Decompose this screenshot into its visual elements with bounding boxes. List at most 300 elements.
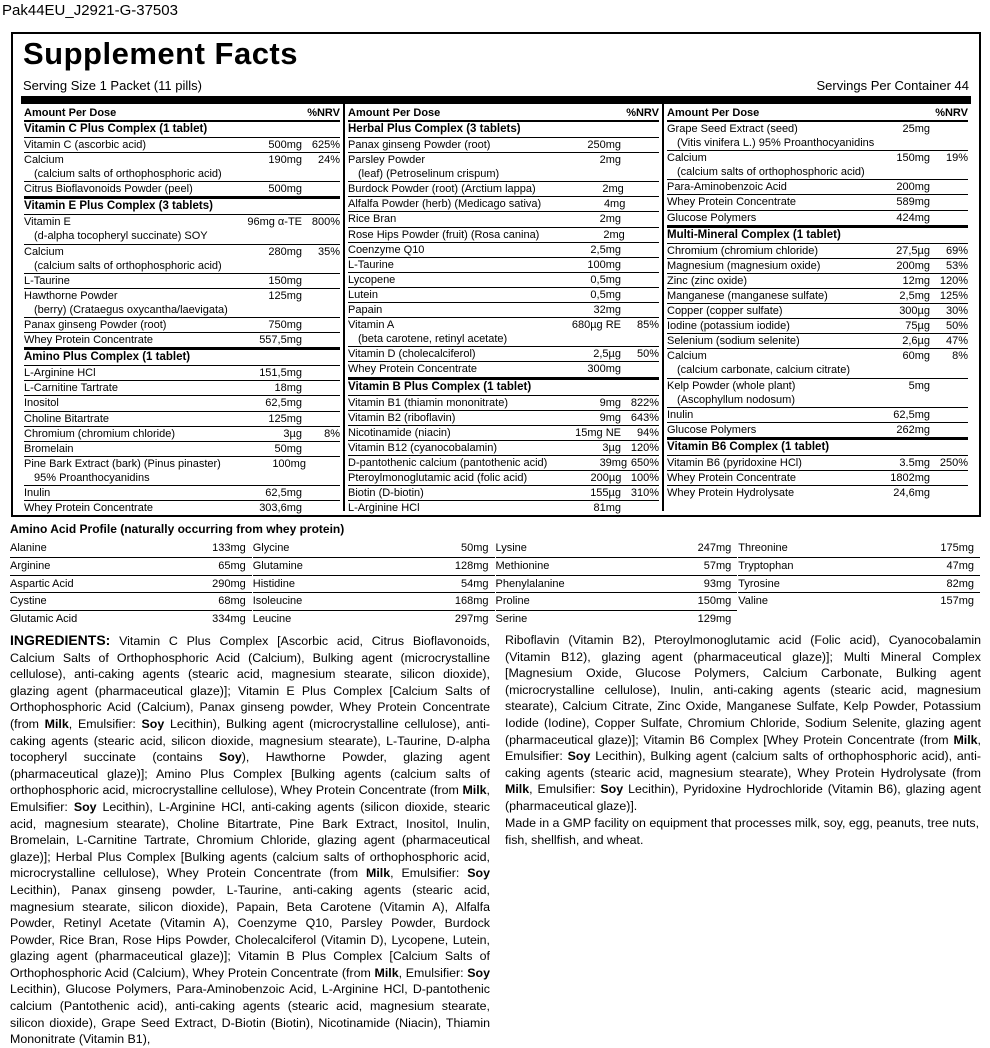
amino-row	[253, 592, 495, 610]
complex-title: Vitamin B6 Complex (1 tablet)	[667, 437, 968, 455]
nutrient-row	[24, 152, 340, 167]
nutrient-name: Nicotinamide (niacin)	[348, 426, 451, 439]
nutrient-row	[348, 287, 659, 302]
complex-title: Vitamin B Plus Complex (1 tablet)	[348, 377, 659, 395]
complex-title: Multi-Mineral Complex (1 tablet)	[667, 225, 968, 243]
complex-title: Vitamin E Plus Complex (3 tablets)	[24, 196, 340, 214]
ingredients-text-left: Vitamin C Plus Complex [Ascorbic acid, Citrus Bioflavonoids, Calcium Salts of Orthophosphoric Acid (Calcium), Bulking agent (microcrystalline cellulose), anti-caking agents (stearic acid, magnesium stearate, silicon dioxide), glazing agent (pharmaceutical glaze)]; Vitamin E Plus Complex [Calcium Salts of Orthophosphoric Acid (Calcium), Panax ginseng powder, Whey Protein Concentrate (from Milk, Emulsifier: Soy Lecithin), Bulking agent (microcrystalline cellulose), anti-caking agents (stearic acid, silicon dioxide, magnesium stearate), L-Taurine, D-alpha tocopheryl succinate (contains Soy), Hawthorne Powder, glazing agent (pharmaceutical glaze)]; Amino Plus Complex [Bulking agents (calcium salts of orthophosphoric acid, microcrystalline cellulose), Whey Protein Concentrate (from Milk, Emulsifier: Soy Lecithin), L-Arginine HCl, anti-caking agents (silicon dioxide, stearic acid, magnesium stearate), Choline Bitartrate, Pine Bark Extract, Inositol, Inulin, Bromelain, L-Carnitine Tartrate, Chromium Chloride, glazing agent (pharmaceutical glaze)]; Herbal Plus Complex [Bulking agents (calcium salts of orthophosphoric acid, microcrystalline cellulose), Whey Protein Concentrate (from Milk, Emulsifier: Soy Lecithin), Panax ginseng powder, L-Taurine, anti-caking agents (stearic acid, magnesium stearate, silicon dioxide), Papain, Beta Carotene (Vitamin A), Alfalfa Powder, Retinyl Acetate (Vitamin A), Coenzyme Q10, Parsley Powder, Burdock Powder, Rice Bran, Rose Hips Powder, Cholecalciferol (Vitamin D), Lycopene, Lutein, glazing agent (pharmaceutical glaze)]; Vitamin B Plus Complex [Calcium Salts of Orthophosphoric Acid (Calcium), Whey Protein Concentrate (from Milk, Emulsifier: Soy Lecithin), Glucose Polymers, Para-Aminobenzoic Acid, L-Arginine HCl, D-pantothenic calcium (Pantothenic acid), anti-caking agents (stearic acid, magnesium stearate, silicon dioxide), Grape Seed Extract, D-Biotin (Biotin), Nicotinamide (Niacin), Thiamin Mononitrate (Vitamin B1),	[10, 634, 490, 1047]
amino-row	[496, 575, 738, 593]
complex-title: Amino Plus Complex (1 tablet)	[24, 347, 340, 365]
nutrient-name: Vitamin D (cholecalciferol)	[348, 348, 476, 361]
nutrient-row	[667, 179, 968, 194]
nutrient-name: (calcium salts of orthophosphoric acid)	[34, 259, 222, 272]
nutrient-name: Selenium (sodium selenite)	[667, 335, 800, 348]
nutrient-amount: 0,5mg	[590, 288, 621, 301]
nutrient-row	[348, 196, 659, 211]
nutrient-amount: 2,5mg	[590, 243, 621, 256]
nutrient-nrv	[302, 501, 340, 515]
nutrient-row	[24, 288, 340, 303]
amino-name: Arginine	[10, 559, 51, 572]
amino-row	[738, 557, 980, 575]
nutrient-name: Pine Bark Extract (bark) (Pinus pinaster)	[24, 457, 221, 470]
nutrient-name: Coenzyme Q10	[348, 243, 425, 256]
facts-column-3	[662, 104, 971, 511]
nutrient-nrv	[621, 243, 659, 257]
nutrient-nrv: 94%	[636, 426, 659, 439]
allergen-word: Milk	[505, 782, 530, 797]
nutrient-nrv	[625, 197, 659, 211]
nutrient-name: Vitamin B6 (pyridoxine HCl)	[667, 456, 802, 469]
nutrient-nrv	[302, 182, 340, 196]
nutrient-name: Whey Protein Concentrate	[667, 196, 797, 209]
allergen-word: Milk	[374, 965, 399, 980]
nutrient-row	[667, 318, 968, 333]
nutrient-amount: 200mg	[896, 259, 930, 272]
nutrient-amount: 300mg	[587, 363, 621, 376]
nutrient-amount: 200µg	[590, 471, 622, 484]
amino-row	[496, 540, 738, 557]
nutrient-amount: 9mg	[599, 411, 621, 424]
nutrient-amount: 3µg	[602, 441, 621, 454]
nutrient-nrv	[302, 486, 340, 500]
nutrient-name: Burdock Powder (root) (Arctium lappa)	[348, 183, 536, 196]
nutrient-row	[348, 272, 659, 287]
amino-row	[738, 592, 980, 610]
nutrient-name: Panax ginseng Powder (root)	[348, 139, 491, 151]
nutrient-row	[667, 303, 968, 318]
nutrient-name: Calcium	[24, 245, 64, 258]
nutrient-nrv	[930, 408, 968, 422]
nutrient-amount: 15mg NE	[575, 426, 621, 439]
nutrient-nrv: 69%	[945, 244, 968, 257]
amino-name: Isoleucine	[252, 595, 303, 608]
nutrient-row	[667, 348, 968, 363]
nutrient-nrv	[930, 486, 968, 500]
nutrient-nrv: 85%	[636, 319, 659, 332]
allergen-word: Soy	[600, 782, 624, 797]
nutrient-name: Bromelain	[24, 442, 74, 455]
nutrient-row	[348, 257, 659, 272]
nutrient-name: Vitamin C (ascorbic acid)	[24, 139, 147, 151]
nutrient-row	[24, 485, 340, 500]
nutrient-amount: 262mg	[896, 423, 930, 436]
nutrient-nrv: 47%	[945, 335, 968, 348]
nutrient-nrv	[930, 211, 968, 225]
nutrient-nrv	[302, 396, 340, 410]
nutrient-row	[667, 150, 968, 165]
nutrient-name: L-Arginine HCl	[348, 502, 420, 515]
amino-value: 334mg	[212, 613, 246, 626]
allergen-word: Milk	[44, 716, 69, 731]
nutrient-row	[667, 210, 968, 225]
nutrient-row	[24, 332, 340, 347]
nutrient-name: Rice Bran	[348, 213, 397, 226]
nutrient-name: Zinc (zinc oxide)	[667, 274, 748, 287]
nutrient-nrv	[302, 289, 340, 303]
amino-name: Glycine	[252, 542, 290, 554]
amino-column	[496, 540, 738, 628]
amount-per-dose-label: Amount Per Dose	[348, 107, 441, 119]
nutrient-nrv	[930, 195, 968, 209]
nutrient-row	[348, 361, 659, 376]
amino-name: Histidine	[252, 577, 295, 590]
nutrient-amount: 3.5mg	[899, 456, 930, 469]
amino-profile-title: Amino Acid Profile (naturally occurring from whey protein)	[10, 522, 345, 536]
nutrient-nrv: 100%	[630, 471, 659, 484]
nutrient-amount: 25mg	[902, 123, 930, 135]
amino-column	[738, 540, 980, 628]
amino-value: 247mg	[697, 542, 732, 554]
nutrient-amount: 200mg	[896, 181, 930, 194]
nutrient-name: L-Taurine	[348, 258, 394, 271]
nutrient-amount: 2mg	[599, 154, 621, 167]
nutrient-detail	[348, 167, 659, 181]
nutrient-amount: 300µg	[899, 305, 930, 318]
nutrient-row	[24, 380, 340, 395]
nutrient-detail	[24, 303, 340, 317]
amino-name: Valine	[738, 595, 769, 608]
nutrient-detail	[667, 136, 968, 150]
allergen-word: Milk	[462, 783, 487, 798]
nutrient-name: Choline Bitartrate	[24, 412, 109, 425]
nutrient-name: (beta carotene, retinyl acetate)	[358, 333, 508, 346]
nutrient-name: Citrus Bioflavonoids Powder (peel)	[24, 183, 193, 196]
amino-value: 50mg	[460, 542, 489, 554]
nutrient-nrv: 53%	[945, 259, 968, 272]
nutrient-row	[667, 194, 968, 209]
nutrient-nrv	[621, 212, 659, 226]
nutrient-nrv	[621, 288, 659, 302]
nutrient-nrv	[930, 471, 968, 485]
facts-title: Supplement Facts	[23, 36, 298, 71]
nutrient-name: Inulin	[667, 408, 694, 421]
amino-profile-grid	[10, 540, 981, 628]
thick-divider	[21, 96, 971, 104]
amino-value: 93mg	[703, 577, 732, 590]
nutrient-nrv	[302, 381, 340, 395]
nutrient-amount: 32mg	[593, 304, 621, 317]
nutrient-row	[667, 122, 968, 136]
amino-value: 54mg	[460, 577, 489, 590]
nutrient-name: Papain	[348, 304, 383, 317]
nutrient-row	[348, 302, 659, 317]
nutrient-name: Lutein	[348, 288, 378, 301]
product-code: Pak44EU_J2921-G-37503	[2, 2, 178, 19]
amino-value: 57mg	[703, 559, 732, 572]
facts-column-2	[343, 104, 662, 515]
amino-value: 157mg	[940, 595, 974, 608]
nutrient-nrv: 19%	[945, 152, 968, 165]
amino-value: 47mg	[946, 559, 974, 572]
nutrient-row	[348, 440, 659, 455]
nutrient-nrv: 625%	[311, 139, 340, 151]
nutrient-name: Rose Hips Powder (fruit) (Rosa canina)	[348, 228, 540, 241]
supplement-facts-panel	[11, 32, 981, 517]
nutrient-row	[667, 407, 968, 422]
nutrient-nrv	[930, 122, 968, 136]
nutrient-amount: 125mg	[268, 412, 302, 425]
nutrient-name: Vitamin E	[24, 216, 71, 229]
nutrient-row	[667, 243, 968, 258]
nutrient-amount: 125mg	[268, 289, 302, 302]
nutrient-nrv: 822%	[630, 396, 659, 409]
amino-value: 68mg	[218, 595, 246, 608]
nutrient-detail	[24, 471, 340, 485]
allergen-word: Milk	[366, 866, 391, 881]
nutrient-nrv	[306, 457, 340, 471]
nutrient-nrv: 50%	[636, 348, 659, 361]
amino-row	[10, 557, 252, 575]
nutrient-name: Para-Aminobenzoic Acid	[667, 181, 787, 194]
nutrient-nrv: 643%	[630, 411, 659, 424]
serving-size: Serving Size 1 Packet (11 pills)	[23, 78, 202, 93]
nutrient-amount: 1802mg	[890, 471, 930, 484]
nutrient-name: Iodine (potassium iodide)	[667, 320, 790, 333]
nutrient-detail	[667, 165, 968, 179]
nutrient-amount: 100mg	[587, 258, 621, 271]
nrv-label: %NRV	[626, 107, 659, 119]
nutrient-amount: 12mg	[902, 274, 930, 287]
amino-column	[253, 540, 495, 628]
nutrient-name: Vitamin B12 (cyanocobalamin)	[348, 441, 497, 454]
nutrient-name: Calcium	[667, 350, 707, 363]
nutrient-amount: 150mg	[896, 152, 930, 165]
nutrient-name: Kelp Powder (whole plant)	[667, 379, 796, 392]
nutrient-nrv	[621, 303, 659, 317]
nutrient-amount: 81mg	[593, 502, 621, 515]
nutrient-name: Whey Protein Concentrate	[667, 471, 797, 484]
nutrient-amount: 250mg	[587, 139, 621, 151]
nutrient-nrv	[302, 318, 340, 332]
allergen-word: Soy	[219, 750, 242, 765]
nutrient-nrv	[621, 258, 659, 272]
nutrient-nrv: 310%	[630, 487, 659, 500]
nutrient-row	[667, 333, 968, 348]
nutrient-nrv	[302, 333, 340, 347]
servings-per-container: Servings Per Container 44	[816, 78, 969, 93]
nutrient-amount: 500mg	[268, 183, 302, 196]
nutrient-nrv: 120%	[939, 274, 968, 287]
nutrient-row	[24, 181, 340, 196]
nutrient-amount: 500mg	[268, 139, 302, 151]
amino-name: Aspartic Acid	[10, 577, 74, 590]
nutrient-row	[348, 152, 659, 167]
ingredients-right	[505, 632, 981, 812]
nutrient-row	[24, 441, 340, 456]
nutrient-row	[24, 500, 340, 515]
nutrient-detail	[24, 229, 340, 243]
nutrient-row	[348, 485, 659, 500]
nutrient-nrv	[302, 442, 340, 456]
nutrient-nrv	[930, 423, 968, 437]
nutrient-row	[24, 273, 340, 288]
nutrient-amount: 557,5mg	[259, 334, 302, 347]
nutrient-row	[348, 137, 659, 152]
nutrient-row	[348, 181, 659, 196]
nutrient-row	[348, 410, 659, 425]
nutrient-amount: 62,5mg	[265, 486, 302, 499]
nutrient-amount: 50mg	[274, 442, 302, 455]
nutrient-nrv: 50%	[945, 320, 968, 333]
nutrient-nrv	[302, 412, 340, 426]
nutrient-name: (d-alpha tocopheryl succinate) SOY	[34, 230, 208, 243]
nutrient-name: Vitamin B2 (riboflavin)	[348, 411, 456, 424]
nutrient-row	[24, 395, 340, 410]
nutrient-amount: 9mg	[599, 396, 621, 409]
amino-value: 128mg	[454, 559, 489, 572]
nutrient-amount: 750mg	[268, 319, 302, 332]
nutrient-row	[667, 485, 968, 500]
nutrient-name: Alfalfa Powder (herb) (Medicago sativa)	[348, 198, 542, 211]
nutrient-nrv	[930, 379, 968, 393]
nutrient-row	[348, 242, 659, 257]
amino-value: 168mg	[454, 595, 489, 608]
nutrient-nrv: 650%	[630, 456, 659, 469]
nutrient-name: Copper (copper sulfate)	[667, 305, 783, 318]
nutrient-nrv: 250%	[939, 456, 968, 469]
ingredients-text-right: Riboflavin (Vitamin B2), Pteroylmonoglutamic acid (Folic acid), Cyanocobalamin (Vitamin B12), glazing agent (pharmaceutical glaze)]; Multi Mineral Complex [Magnesium Oxide, Glucose Polymers, Calcium Carbonate, Bulking agent (microcrystalline cellulose), Inulin, anti-caking agents (stearic acid, magnesium stearate), Calcium Citrate, Zinc Oxide, Manganese Sulfate, Kelp Powder, Potassium Iodide (Iodine), Copper Sulfate, Chromium Chloride, Sodium Selenite, glazing agent (pharmaceutical glaze)]; Vitamin B6 Complex [Whey Protein Concentrate (from Milk, Emulsifier: Soy Lecithin), Bulking agent (calcium salts of orthophosphoric acid), anti-caking agents (stearic acid, magnesium stearate), Whey Protein Hydrolysate (from Milk, Emulsifier: Soy Lecithin), Pyridoxine Hydrochloride (Vitamin B6), glazing agent (pharmaceutical glaze)].	[505, 633, 981, 813]
nutrient-row	[348, 470, 659, 485]
nutrient-row	[667, 470, 968, 485]
nutrient-row	[24, 456, 340, 471]
amino-row	[738, 540, 980, 557]
complex-title: Herbal Plus Complex (3 tablets)	[348, 123, 521, 135]
nutrient-nrv	[302, 366, 340, 380]
nutrient-amount: 3µg	[283, 427, 302, 440]
ingredients-heading: INGREDIENTS:	[10, 632, 111, 648]
nutrient-amount: 18mg	[274, 382, 302, 395]
amino-row	[253, 540, 495, 557]
nutrient-amount: 155µg	[590, 487, 621, 500]
nutrient-amount: 27,5µg	[896, 244, 930, 257]
nutrient-name: Parsley Powder	[348, 154, 426, 167]
nutrient-amount: 2mg	[599, 213, 621, 226]
nutrient-name: Inositol	[24, 397, 59, 410]
amino-value: 65mg	[218, 559, 246, 572]
nutrient-row	[24, 411, 340, 426]
nutrient-name: Biotin (D-biotin)	[348, 487, 424, 500]
amino-name: Proline	[495, 595, 530, 608]
amino-value: 297mg	[454, 613, 489, 626]
nutrient-name: (berry) (Crataegus oxycantha/laevigata)	[34, 303, 228, 316]
nutrient-name: (leaf) (Petroselinum crispum)	[358, 168, 500, 181]
amino-row	[496, 557, 738, 575]
nutrient-name: Vitamin B1 (thiamin mononitrate)	[348, 396, 508, 409]
nutrient-row	[667, 273, 968, 288]
nutrient-row	[24, 365, 340, 380]
amino-name: Alanine	[10, 542, 47, 554]
nutrient-row	[348, 346, 659, 361]
amino-value: 150mg	[697, 595, 732, 608]
amino-name: Glutamic Acid	[10, 613, 78, 626]
nutrient-name: (Vitis vinifera L.) 95% Proanthocyanidins	[677, 137, 875, 150]
column-header	[348, 107, 659, 122]
nutrient-nrv: 30%	[945, 305, 968, 318]
complex-title: Vitamin C Plus Complex (1 tablet)	[24, 123, 208, 135]
nutrient-nrv	[621, 273, 659, 287]
nutrient-amount: 4mg	[603, 198, 626, 211]
amino-row	[496, 592, 738, 610]
nutrient-amount: 0,5mg	[590, 273, 621, 286]
column-header	[24, 107, 340, 122]
nutrient-detail	[667, 363, 968, 377]
allergen-word: Soy	[141, 716, 165, 731]
amino-row	[10, 592, 252, 610]
nutrient-name: Glucose Polymers	[667, 211, 757, 224]
nutrient-name: Panax ginseng Powder (root)	[24, 319, 167, 332]
nutrient-row	[667, 258, 968, 273]
nutrient-amount: 2mg	[602, 183, 624, 196]
allergen-word: Soy	[467, 866, 490, 881]
nutrient-name: Glucose Polymers	[667, 423, 757, 436]
amino-name: Glutamine	[252, 559, 303, 572]
amino-row	[738, 575, 980, 593]
nutrient-nrv: 8%	[324, 427, 340, 440]
nutrient-row	[24, 137, 340, 152]
nutrient-name: Lycopene	[348, 273, 396, 286]
allergen-word: Soy	[73, 799, 97, 814]
nutrient-row	[24, 244, 340, 259]
amino-name: Phenylalanine	[495, 577, 565, 590]
nutrient-row	[348, 455, 659, 470]
amino-value: 175mg	[940, 542, 974, 554]
nutrient-name: Magnesium (magnesium oxide)	[667, 259, 821, 272]
amino-name: Tyrosine	[738, 577, 780, 590]
nutrient-name: Inulin	[24, 486, 51, 499]
nutrient-amount: 680µg RE	[571, 319, 621, 332]
nutrient-row	[24, 214, 340, 229]
amount-per-dose-label: Amount Per Dose	[667, 107, 760, 119]
nutrient-nrv	[621, 362, 659, 376]
nutrient-name: Pteroylmonoglutamic acid (folic acid)	[348, 471, 528, 484]
amino-name: Lysine	[495, 542, 527, 554]
nutrient-detail	[667, 393, 968, 407]
nutrient-name: D-pantothenic calcium (pantothenic acid)	[348, 456, 548, 469]
nutrient-amount: 24,6mg	[893, 487, 930, 500]
nutrient-amount: 2,5mg	[899, 289, 930, 302]
nutrient-row	[348, 500, 659, 515]
nutrient-amount: 39mg	[599, 456, 628, 469]
nutrient-amount: 2,6µg	[902, 335, 930, 348]
nutrient-name: Chromium (chromium chloride)	[24, 427, 175, 440]
amino-name: Threonine	[738, 542, 788, 554]
nutrient-amount: 2mg	[603, 228, 625, 241]
nutrient-nrv	[621, 501, 659, 515]
nutrient-amount: 75µg	[905, 320, 930, 333]
nutrient-row	[24, 426, 340, 441]
amino-name: Leucine	[252, 613, 292, 626]
nutrient-name: Grape Seed Extract (seed)	[667, 123, 798, 135]
amino-value: 82mg	[946, 577, 974, 590]
nutrient-nrv: 120%	[630, 441, 659, 454]
amino-row	[10, 610, 252, 628]
nutrient-amount: 589mg	[896, 196, 930, 209]
amino-value: 290mg	[212, 577, 246, 590]
nutrient-row	[667, 378, 968, 393]
nutrient-row	[667, 422, 968, 437]
nutrient-amount: 62,5mg	[893, 408, 930, 421]
nutrient-amount: 60mg	[902, 350, 930, 363]
ingredients-left	[10, 632, 490, 1047]
nutrient-nrv	[621, 153, 659, 167]
nutrient-name: Hawthorne Powder	[24, 289, 118, 302]
nutrient-nrv	[624, 182, 659, 196]
nutrient-nrv: 35%	[317, 245, 340, 258]
amino-row	[10, 540, 252, 557]
nutrient-row	[348, 211, 659, 226]
amino-name: Tryptophan	[738, 559, 794, 572]
nutrient-name: (calcium carbonate, calcium citrate)	[677, 364, 851, 377]
